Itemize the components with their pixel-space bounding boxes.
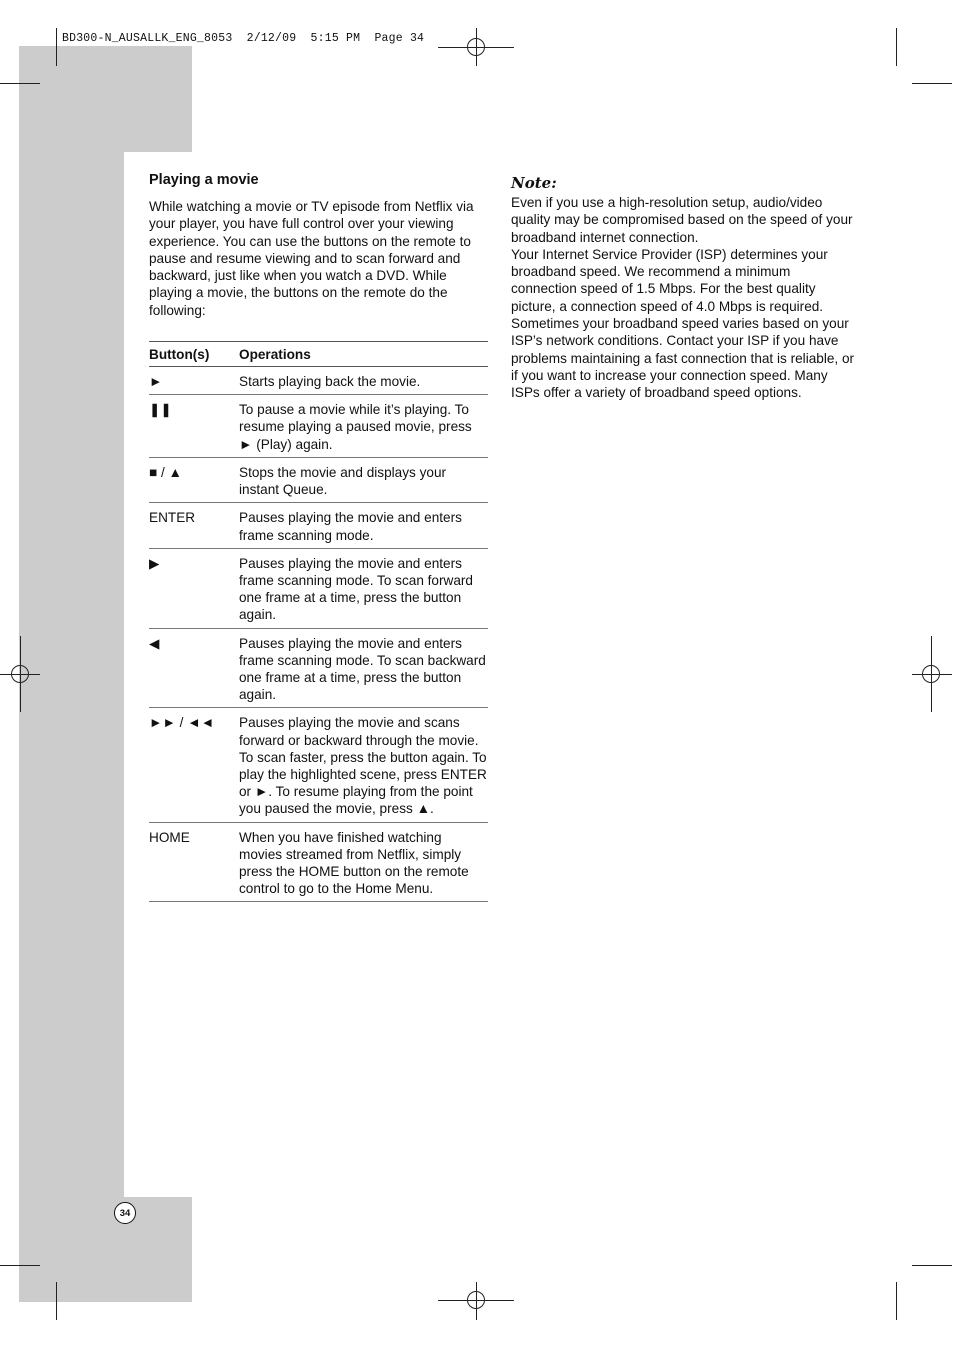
crop-mark xyxy=(0,1265,40,1266)
operation-cell: When you have finished watching movies streamed from Netflix, simply press the HOME button on the remote control to go to the Home Menu. xyxy=(239,822,488,902)
button-cell: ◀ xyxy=(149,628,239,708)
intro-paragraph: While watching a movie or TV episode from Netflix via your player, you have full control over your viewing experience. You can use the buttons on the remote to pause and resume viewing and to scan forward and backward, just like when you watch a DVD. While playing a movie, the buttons on the remote do the following: xyxy=(149,199,474,318)
table-row xyxy=(149,822,488,902)
print-header: BD300-N_AUSALLK_ENG_8053 2/12/09 5:15 PM Page 34 xyxy=(62,32,425,45)
note-paragraph: Even if you use a high-resolution setup, audio/video quality may be compromised based on the speed of your broadband internet connection. xyxy=(511,195,853,245)
table-row xyxy=(149,708,488,822)
column-header-buttons: Button(s) xyxy=(149,342,239,367)
button-cell: ■ / ▲ xyxy=(149,457,239,502)
table-row xyxy=(149,548,488,628)
operation-cell: Pauses playing the movie and enters frame scanning mode. To scan backward one frame at a time, press the button again. xyxy=(239,628,488,708)
button-cell: ❚❚ xyxy=(149,395,239,458)
operation-cell: Stops the movie and displays your instant Queue. xyxy=(239,457,488,502)
table-row xyxy=(149,395,488,458)
table-row xyxy=(149,628,488,708)
operation-cell: To pause a movie while it’s playing. To resume playing a paused movie, press ► (Play) again. xyxy=(239,395,488,458)
crop-mark xyxy=(56,28,57,66)
registration-circle xyxy=(11,665,29,683)
crop-mark xyxy=(912,1265,952,1266)
operation-cell: Starts playing back the movie. xyxy=(239,367,488,395)
registration-circle xyxy=(467,38,485,56)
button-cell: ▶ xyxy=(149,548,239,628)
table-header-row xyxy=(149,342,488,367)
crop-mark xyxy=(56,1282,57,1320)
gray-margin-top xyxy=(19,46,192,152)
main-column xyxy=(149,172,489,902)
operation-cell: Pauses playing the movie and enters frame scanning mode. To scan forward one frame at a time, press the button again. xyxy=(239,548,488,628)
page-number-badge: 34 xyxy=(114,1202,136,1224)
note-column xyxy=(511,174,856,402)
crop-mark xyxy=(912,83,952,84)
button-cell: HOME xyxy=(149,822,239,902)
operation-cell: Pauses playing the movie and scans forward or backward through the movie. To scan faster, press the button again. To play the highlighted scene, press ENTER or ►. To resume playing from the point you paused the movie, press ▲. xyxy=(239,708,488,822)
column-header-operations: Operations xyxy=(239,342,488,367)
registration-circle xyxy=(467,1291,485,1309)
note-title: Note: xyxy=(511,174,557,192)
table-row xyxy=(149,457,488,502)
button-cell: ► xyxy=(149,367,239,395)
crop-mark xyxy=(896,28,897,66)
table-row xyxy=(149,503,488,548)
crop-mark xyxy=(896,1282,897,1320)
button-cell: ENTER xyxy=(149,503,239,548)
gray-margin-bottom xyxy=(19,1197,192,1302)
crop-mark xyxy=(0,83,40,84)
section-title: Playing a movie xyxy=(149,172,259,188)
operation-cell: Pauses playing the movie and enters frame scanning mode. xyxy=(239,503,488,548)
note-paragraph: Your Internet Service Provider (ISP) determines your broadband speed. We recommend a minimum connection speed of 1.5 Mbps. For the best quality picture, a connection speed of 4.0 Mbps is required. Sometimes your broadband speed varies based on your ISP’s network conditions. Contact your ISP if you have problems maintaining a fast connection that is reliable, or if you want to increase your connection speed. Many ISPs offer a variety of broadband speed options. xyxy=(511,246,855,401)
button-operations-table xyxy=(149,341,488,902)
registration-circle xyxy=(922,665,940,683)
button-cell: ►► / ◄◄ xyxy=(149,708,239,822)
table-row xyxy=(149,367,488,395)
